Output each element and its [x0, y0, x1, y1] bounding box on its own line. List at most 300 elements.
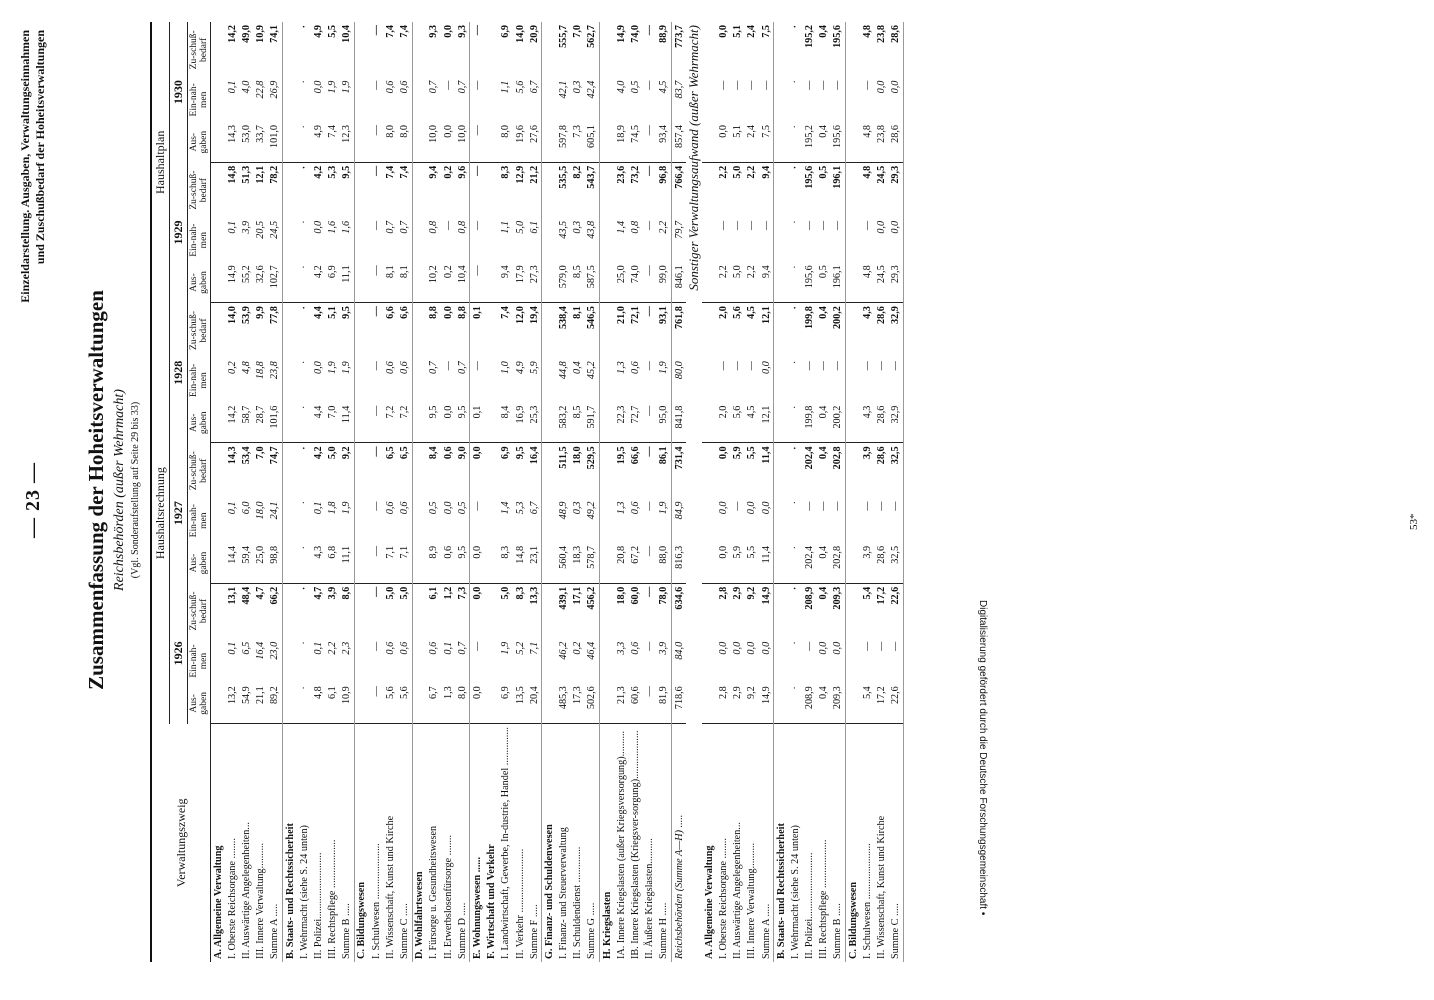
cell	[702, 683, 716, 723]
cell	[702, 499, 716, 543]
cell: 17,9	[513, 262, 527, 302]
cell: —	[759, 218, 774, 262]
cell: 439,1	[558, 586, 570, 610]
cell: 0,4	[572, 361, 584, 374]
cell: 74,5	[628, 122, 642, 162]
cell: 67,2	[628, 543, 642, 583]
cell: 0,0	[442, 25, 454, 38]
cell: 12,1	[759, 303, 774, 359]
cell: 72,1	[630, 306, 642, 324]
cell	[542, 78, 557, 122]
cell: 86,1	[657, 443, 672, 499]
cell: 6,7	[527, 499, 542, 543]
cell	[354, 122, 369, 162]
row-label: II. Äußere Kriegslasten..........	[644, 838, 656, 959]
cell: 74,0	[630, 25, 642, 43]
cell: —	[370, 641, 382, 651]
cell: 209,3	[831, 583, 846, 639]
row-label: II. Auswärtige Angelegenheiten...	[240, 822, 252, 959]
cell: 1,1	[500, 80, 512, 94]
cell: 59,4	[239, 543, 253, 583]
group-header-rechnung: Haushaltsrechnung	[151, 303, 170, 724]
cell	[354, 78, 369, 122]
cell: ·	[298, 306, 310, 310]
row-label: Summe G .....	[585, 724, 600, 962]
cell: 4,2	[312, 446, 324, 460]
cell	[485, 403, 499, 443]
cell: 7,4	[397, 162, 412, 218]
cell: 4,8	[240, 361, 252, 374]
cell: 731,4	[673, 446, 685, 470]
cell: 857,4	[672, 122, 687, 162]
cell: —	[889, 358, 904, 402]
column-header-verwaltungszweig: Verwaltungszweig	[151, 724, 211, 962]
cell: 42,4	[585, 78, 600, 122]
cell: ·	[789, 25, 801, 29]
running-header-line-2: und Zuschußbedarf der Hoheitsverwaltungen	[33, 30, 47, 265]
row-label: Reichsbehörden (Summe A—H) .....	[673, 814, 685, 959]
cell: 8,4	[499, 403, 513, 443]
cell: 0,4	[818, 306, 830, 319]
row-label: II. Polizei..........................	[312, 852, 324, 959]
cell: 9,9	[255, 306, 267, 319]
cell: 5,5	[745, 543, 759, 583]
row-label: IA. Innere Kriegslasten (außer Kriegsversorgung)..........	[615, 730, 627, 959]
subhead-zuschuss: Zu-schuß-bedarf	[188, 303, 211, 359]
cell: 1,3	[441, 683, 455, 723]
cell	[412, 303, 427, 359]
row-label: Summe A .....	[759, 724, 774, 962]
cell: 60,6	[628, 683, 642, 723]
row-label: III. Innere Verwaltung..........	[255, 842, 267, 959]
cell: 2,8	[716, 683, 730, 723]
row-label: D. Wohlfahrtswesen	[414, 871, 426, 959]
cell: 6,1	[428, 586, 440, 600]
cell: 10,0	[427, 122, 441, 162]
cell: 66,2	[268, 583, 283, 639]
cell	[211, 122, 226, 162]
row-label: III. Rechtspflege ...................	[327, 839, 339, 959]
cell: 2,0	[716, 403, 730, 443]
row-label: II. Schuldendienst ..............	[572, 846, 584, 959]
cell	[211, 78, 226, 122]
cell: 0,2	[226, 361, 238, 374]
cell: 80,0	[673, 361, 685, 380]
cell: 46,2	[558, 641, 570, 660]
cell: 0,6	[630, 361, 642, 374]
cell: 8,1	[572, 306, 584, 319]
cell: —	[369, 403, 383, 443]
cell: 0,6	[384, 80, 396, 94]
table-row	[571, 22, 585, 962]
cell: 5,0	[500, 586, 512, 600]
cell: 11,1	[340, 543, 355, 583]
row-label: III. Rechtspflege ...................	[818, 839, 830, 959]
cell	[774, 78, 789, 122]
cell: —	[717, 220, 729, 230]
cell: 773,7	[673, 25, 685, 48]
cell: 29,3	[889, 162, 904, 218]
cell: 0,0	[831, 639, 846, 683]
cell: 7,2	[397, 403, 412, 443]
table-row	[311, 22, 325, 962]
cell: 5,6	[397, 683, 412, 723]
row-label: A. Allgemeine Verwaltung	[212, 845, 224, 959]
cell: 99,0	[657, 262, 672, 302]
cell: 4,3	[861, 306, 873, 319]
cell: 11,4	[759, 443, 774, 499]
cell	[211, 162, 226, 218]
cell	[354, 543, 369, 583]
table-row	[716, 22, 730, 962]
cell	[412, 122, 427, 162]
total-row	[672, 22, 687, 962]
cell: 18,0	[572, 446, 584, 465]
cell: 1,4	[615, 220, 627, 234]
cell: 25,0	[614, 262, 628, 302]
cell: 0,3	[572, 220, 584, 234]
cell: 0,0	[470, 543, 485, 583]
cell: 9,3	[455, 22, 470, 78]
cell: 0,0	[876, 80, 888, 94]
cell: 0,6	[442, 446, 454, 460]
cell: 11,4	[340, 403, 355, 443]
cell: ·	[788, 122, 802, 162]
cell: 13,5	[513, 683, 527, 723]
cell: —	[804, 361, 816, 371]
cell: 8,0	[383, 122, 397, 162]
cell	[600, 499, 615, 543]
cell: 83,7	[673, 80, 685, 99]
cell: 0,0	[717, 25, 729, 38]
year-header-1930: 1930	[170, 22, 188, 162]
cell: —	[876, 501, 888, 511]
cell: 74,1	[268, 22, 283, 78]
cell: 0,7	[455, 358, 470, 402]
cell: —	[644, 641, 656, 651]
cell: —	[831, 358, 846, 402]
section-row	[542, 22, 557, 962]
row-label: I. Schulwesen ......................	[370, 843, 382, 959]
table-row	[788, 22, 802, 962]
cell: 14,8	[513, 543, 527, 583]
cell: 8,1	[383, 262, 397, 302]
cell: 53,9	[240, 306, 252, 324]
cell: 98,8	[268, 543, 283, 583]
cell: 0,5	[455, 499, 470, 543]
cell: 77,8	[268, 303, 283, 359]
cell: 5,4	[860, 683, 874, 723]
row-label: E. Wohnungswesen ......	[471, 856, 483, 959]
row-label: I. Wehrmacht (siehe S. 24 unten)	[298, 825, 310, 959]
row-label: Summe C .....	[889, 724, 904, 962]
cell	[702, 403, 716, 443]
cell: ·	[297, 403, 311, 443]
cell: —	[442, 361, 454, 371]
cell: 0,1	[226, 501, 238, 515]
cell	[600, 583, 615, 639]
table-row	[614, 22, 628, 962]
cell	[354, 639, 369, 683]
cell: 43,5	[558, 220, 570, 239]
table-row	[225, 22, 239, 962]
cell: 195,6	[804, 165, 816, 189]
cell: 0,5	[818, 165, 830, 179]
cell: 7,4	[384, 165, 396, 179]
cell: ·	[298, 220, 310, 224]
cell: —	[818, 80, 830, 90]
cell	[211, 443, 226, 499]
cell	[354, 403, 369, 443]
cell: 19,5	[615, 446, 627, 465]
cell: 88,9	[657, 22, 672, 78]
cell: 24,5	[874, 262, 888, 302]
cell: 0,8	[455, 218, 470, 262]
year-header-1929: 1929	[170, 162, 188, 302]
cell: 195,6	[831, 122, 846, 162]
cell	[846, 403, 861, 443]
cell: 17,2	[876, 586, 888, 605]
cell: 0,6	[441, 543, 455, 583]
cell: 43,8	[585, 218, 600, 262]
cell	[354, 583, 369, 639]
cell: ·	[789, 165, 801, 170]
cell: 49,0	[240, 25, 252, 43]
sum-row	[889, 22, 904, 962]
cell	[600, 22, 615, 78]
cell: 8,3	[514, 586, 526, 600]
cell: 7,2	[383, 403, 397, 443]
cell: 0,0	[312, 220, 324, 234]
year-header-1926: 1926	[170, 583, 188, 723]
cell: 16,4	[527, 443, 542, 499]
cell: 29,3	[889, 262, 904, 302]
cell: 28,6	[876, 446, 888, 465]
cell: 8,0	[455, 683, 470, 723]
cell: 4,9	[312, 25, 324, 38]
table-body	[211, 22, 904, 962]
cell: 3,3	[615, 641, 627, 655]
cell: 546,5	[585, 303, 600, 359]
cell: 101,6	[268, 403, 283, 443]
row-label: II. Verkehr .........................	[514, 848, 526, 959]
cell: 32,6	[254, 262, 268, 302]
cell: 20,8	[614, 543, 628, 583]
cell: 4,2	[311, 262, 325, 302]
cell: 14,3	[226, 446, 238, 465]
cell: —	[370, 361, 382, 371]
row-label: IB. Innere Kriegslasten (Kriegsver-sorgung)...................	[630, 730, 642, 959]
cell: 14,2	[226, 25, 238, 43]
cell: 89,2	[268, 683, 283, 723]
cell: 0,1	[312, 641, 324, 655]
table-row	[874, 22, 888, 962]
cell: 0,8	[428, 220, 440, 234]
cell	[282, 262, 297, 302]
cell: 5,3	[514, 501, 526, 515]
cell	[600, 403, 615, 443]
cell: 0,0	[746, 501, 758, 515]
row-label: I. Landwirtschaft, Gewerbe, In-dustrie, Handel ...............	[500, 727, 512, 959]
cell	[354, 443, 369, 499]
cell: —	[889, 499, 904, 543]
cell	[702, 443, 716, 499]
cell: 10,4	[455, 262, 470, 302]
cell: 0,6	[428, 641, 440, 655]
year-header-1927: 1927	[170, 443, 188, 583]
table-row	[239, 22, 253, 962]
cell	[282, 303, 297, 359]
cell: 199,8	[804, 306, 816, 330]
cell: 32,5	[889, 543, 904, 583]
section-row	[412, 22, 427, 962]
cell: ·	[298, 165, 310, 170]
cell	[412, 78, 427, 122]
cell: —	[861, 501, 873, 511]
cell: —	[442, 220, 454, 230]
cell: 1,9	[327, 80, 339, 94]
cell: 6,1	[527, 218, 542, 262]
cell: 21,1	[254, 683, 268, 723]
cell	[485, 303, 499, 359]
cell: 2,9	[732, 586, 744, 600]
cell: 202,8	[831, 543, 846, 583]
cell: 5,0	[731, 262, 745, 302]
cell: 1,8	[327, 501, 339, 515]
cell: —	[471, 501, 483, 511]
cell: —	[644, 361, 656, 371]
cell: 14,9	[759, 683, 774, 723]
cell	[542, 358, 557, 402]
cell: —	[644, 220, 656, 230]
cell: 0,0	[441, 403, 455, 443]
cell: 3,9	[861, 446, 873, 460]
cell	[485, 443, 499, 499]
cell: 5,0	[732, 165, 744, 179]
cell	[354, 358, 369, 402]
cell: 578,7	[585, 543, 600, 583]
cell: —	[370, 306, 382, 317]
table-row	[254, 22, 268, 962]
cell: 0,6	[630, 501, 642, 515]
row-label: Summe D .....	[455, 724, 470, 962]
cell: —	[442, 80, 454, 90]
cell: ·	[789, 220, 801, 224]
cell: 0,0	[746, 641, 758, 655]
cell	[774, 358, 789, 402]
cell	[774, 543, 789, 583]
cell: 6,8	[326, 543, 340, 583]
cell: 0,7	[428, 361, 440, 374]
cell: 8,8	[428, 306, 440, 319]
sum-row	[831, 22, 846, 962]
cell: 10,9	[255, 25, 267, 43]
cell	[542, 543, 557, 583]
sonstiger-heading: Sonstiger Verwaltungsaufwand (außer Wehrmacht)	[686, 25, 702, 291]
cell: 0,1	[471, 306, 483, 319]
cell: 9,5	[340, 303, 355, 359]
sum-row	[527, 22, 542, 962]
cell: 9,4	[499, 262, 513, 302]
cell: 0,0	[759, 499, 774, 543]
cell	[774, 499, 789, 543]
cell: 8,8	[455, 303, 470, 359]
cell: 20,4	[527, 683, 542, 723]
cell: 22,8	[255, 80, 267, 99]
cell: 14,9	[225, 262, 239, 302]
cell: 0,8	[630, 220, 642, 234]
subhead-ausgaben: Aus-gaben	[188, 122, 211, 162]
cell	[211, 303, 226, 359]
cell	[354, 303, 369, 359]
cell	[485, 583, 499, 639]
cell: —	[746, 361, 758, 371]
cell: 0,0	[471, 586, 483, 600]
row-label: Summe B .....	[831, 724, 846, 962]
cell: 2,2	[745, 262, 759, 302]
cell: 28,6	[874, 543, 888, 583]
cell: 7,5	[759, 22, 774, 78]
cell	[412, 162, 427, 218]
cell: —	[861, 361, 873, 371]
cell: 84,0	[673, 641, 685, 660]
cell: 543,7	[585, 162, 600, 218]
table-row	[499, 22, 513, 962]
cell	[702, 218, 716, 262]
cell: —	[643, 683, 657, 723]
cell: 6,1	[326, 683, 340, 723]
cell: 587,5	[585, 262, 600, 302]
cell: 529,5	[585, 443, 600, 499]
cell	[282, 162, 297, 218]
cell: 8,0	[397, 122, 412, 162]
cell	[702, 22, 716, 78]
cell	[542, 583, 557, 639]
cell	[542, 22, 557, 78]
cell: 0,0	[441, 122, 455, 162]
row-label: I. Finanz- und Steuerverwaltung	[558, 827, 570, 959]
cell	[542, 683, 557, 723]
cell: 14,2	[225, 403, 239, 443]
cell: 9,5	[514, 446, 526, 460]
cell: 209,3	[831, 683, 846, 723]
cell: 22,6	[889, 683, 904, 723]
cell: 17,2	[874, 683, 888, 723]
cell: ·	[789, 446, 801, 450]
header-row-groups	[151, 22, 170, 962]
cell: 17,1	[572, 586, 584, 605]
cell	[600, 358, 615, 402]
cell: 0,4	[817, 403, 831, 443]
cell: —	[471, 361, 483, 371]
cell: 0,3	[572, 80, 584, 94]
cell: 1,9	[657, 358, 672, 402]
cell: 562,7	[585, 22, 600, 78]
row-label: B. Staats- und Rechtssicherheit	[775, 823, 787, 959]
cell: 5,2	[514, 641, 526, 655]
cell: 73,2	[630, 165, 642, 184]
cell: 18,9	[614, 122, 628, 162]
cell: 79,7	[673, 220, 685, 239]
cell	[600, 262, 615, 302]
cell: ·	[297, 262, 311, 302]
cell: 1,9	[340, 358, 355, 402]
cell: 7,5	[759, 122, 774, 162]
cell: 18,0	[615, 586, 627, 605]
cell: 53,4	[240, 446, 252, 465]
cell: 0,4	[817, 683, 831, 723]
cell: 583,2	[557, 403, 571, 443]
